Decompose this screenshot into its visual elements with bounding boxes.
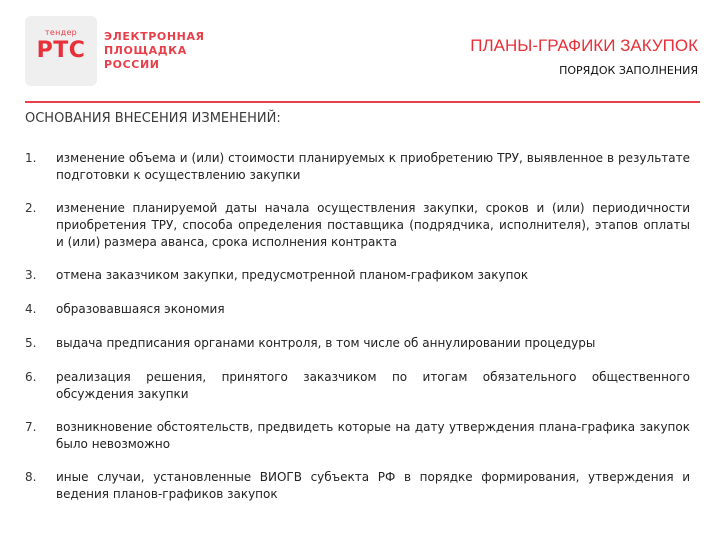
item-text: изменение планируемой даты начала осуществления закупки, сроков и (или) периодичности приобретения ТРУ, способа определения поставщика (подрядчика, исполнителя), этапов оплаты и (или) размера аванса, срока исполнения контракта [56,201,690,249]
page-title: ПЛАНЫ-ГРАФИКИ ЗАКУПОК [470,36,698,55]
list-item [25,200,690,251]
list-item [25,419,690,453]
item-number: 7. [25,420,37,434]
reasons-list [25,150,690,503]
item-number: 8. [25,470,37,484]
item-text: возникновение обстоятельств, предвидеть которые на дату утверждения плана-графика закупок было невозможно [56,420,690,451]
item-number: 3. [25,268,37,282]
list-item [25,267,690,284]
page-subtitle: ПОРЯДОК ЗАПОЛНЕНИЯ [559,64,698,77]
list-item [25,150,690,184]
logo-main-text: РТС [36,38,86,63]
list-item [25,469,690,503]
item-number: 1. [25,151,37,165]
item-text: выдача предписания органами контроля, в том числе об аннулировании процедуры [56,336,596,350]
item-text: изменение объема и (или) стоимости планируемых к приобретению ТРУ, выявленное в результате подготовки к осуществлению закупки [56,151,690,182]
section-heading: ОСНОВАНИЯ ВНЕСЕНИЯ ИЗМЕНЕНИЙ: [25,111,281,126]
logo-caption-line: РОССИИ [104,58,160,71]
item-number: 2. [25,201,37,215]
item-text: иные случаи, установленные ВИОГВ субъекта РФ в порядке формирования, утверждения и ведения планов-графиков закупок [56,470,690,501]
logo-caption [104,30,205,72]
item-text: реализация решения, принятого заказчиком по итогам обязательного общественного обсуждения закупки [56,370,690,401]
item-number: 4. [25,302,37,316]
logo-caption-line: ПЛОЩАДКА [104,44,187,57]
item-text: образовавшаяся экономия [56,302,225,316]
list-item [25,369,690,403]
header-divider [25,101,700,103]
item-number: 6. [25,370,37,384]
item-text: отмена заказчиком закупки, предусмотренной планом-графиком закупок [56,268,529,282]
item-number: 5. [25,336,37,350]
logo-small-text: тендер [44,28,78,37]
list-item [25,301,690,318]
list-item [25,335,690,352]
logo [25,16,97,86]
logo-caption-line: ЭЛЕКТРОННАЯ [104,30,205,43]
